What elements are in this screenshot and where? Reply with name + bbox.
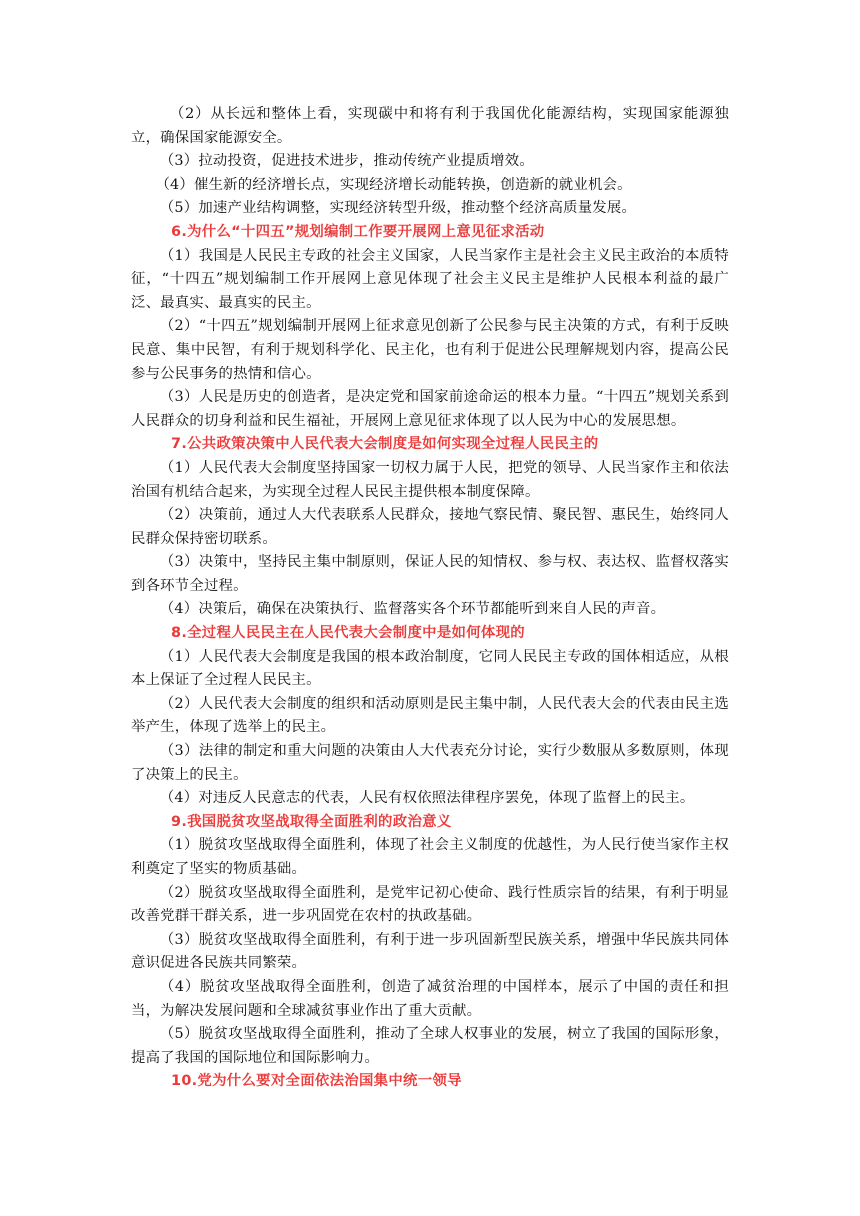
paragraph: （5）加速产业结构调整，实现经济转型升级，推动整个经济高质量发展。 bbox=[159, 200, 637, 217]
paragraph: （3）拉动投资，促进技术进步，推动传统产业提质增效。 bbox=[159, 153, 534, 170]
paragraph: （4）对违反人民意志的代表，人民有权依照法律程序罢免，体现了监督上的民主。 bbox=[159, 790, 695, 807]
document-body bbox=[131, 103, 729, 1094]
paragraph: （2）脱贫攻坚战取得全面胜利，是党牢记初心使命、践行性质宗旨的结果，有利于明显改善党群干群关系，进一步巩固党在农村的执政基础。 bbox=[131, 884, 729, 925]
paragraph: （5）脱贫攻坚战取得全面胜利，推动了全球人权事业的发展，树立了我国的国际形象，提高了我国的国际地位和国际影响力。 bbox=[131, 1026, 729, 1066]
section-heading-6: 6.为什么“十四五”规划编制工作要开展网上意见征求活动 bbox=[171, 223, 545, 240]
paragraph: （2）决策前，通过人大代表联系人民群众，接地气察民情、聚民智、惠民生，始终同人民群众保持密切联系。 bbox=[131, 507, 729, 547]
section-heading-9: 9.我国脱贫攻坚战取得全面胜利的政治意义 bbox=[171, 813, 452, 830]
section-heading-7: 7.公共政策决策中人民代表大会制度是如何实现全过程人民民主的 bbox=[171, 436, 599, 453]
paragraph: （1）我国是人民民主专政的社会主义国家，人民当家作主是社会主义民主政治的本质特征，“十四五”规划编制工作开展网上意见体现了社会主义民主是维护人民根本利益的最广泛、最真实、最真实的民主。 bbox=[131, 247, 729, 311]
paragraph: （4）决策后，确保在决策执行、监督落实各个环节都能听到来自人民的声音。 bbox=[159, 601, 666, 618]
section-heading-8: 8.全过程人民民主在人民代表大会制度中是如何体现的 bbox=[171, 625, 525, 642]
paragraph: （1）脱贫攻坚战取得全面胜利，体现了社会主义制度的优越性，为人民行使当家作主权利奠定了坚实的物质基础。 bbox=[131, 837, 729, 877]
section-heading-10: 10.党为什么要对全面依法治国集中统一领导 bbox=[171, 1073, 462, 1090]
paragraph: （4）催生新的经济增长点，实现经济增长动能转换，创造新的就业机会。 bbox=[155, 176, 632, 193]
paragraph: （3）脱贫攻坚战取得全面胜利，有利于进一步巩固新型民族关系，增强中华民族共同体意识促进各民族共同繁荣。 bbox=[131, 931, 729, 972]
paragraph: （3）人民是历史的创造者，是决定党和国家前途命运的根本力量。“十四五”规划关系到人民群众的切身利益和民生福祉，开展网上意见征求体现了以人民为中心的发展思想。 bbox=[131, 389, 729, 429]
paragraph: （1）人民代表大会制度是我国的根本政治制度，它同人民民主专政的国体相适应，从根本上保证了全过程人民民主。 bbox=[131, 648, 729, 689]
paragraph: （2）“十四五”规划编制开展网上征求意见创新了公民参与民主决策的方式，有利于反映民意、集中民智，有利于规划科学化、民主化，也有利于促进公民理解规划内容，提高公民参与公民事务的热情和信心。 bbox=[131, 318, 729, 382]
paragraph: （3）决策中，坚持民主集中制原则，保证人民的知情权、参与权、表达权、监督权落实到各环节全过程。 bbox=[131, 554, 729, 594]
paragraph: （1）人民代表大会制度坚持国家一切权力属于人民，把党的领导、人民当家作主和依法治国有机结合起来，为实现全过程人民民主提供根本制度保障。 bbox=[131, 459, 729, 500]
paragraph: （3）法律的制定和重大问题的决策由人大代表充分讨论，实行少数服从多数原则，体现了决策上的民主。 bbox=[131, 743, 729, 783]
paragraph: （4）脱贫攻坚战取得全面胜利，创造了减贫治理的中国样本，展示了中国的责任和担当，为解决发展问题和全球减贫事业作出了重大贡献。 bbox=[131, 978, 729, 1019]
paragraph: （2）人民代表大会制度的组织和活动原则是民主集中制，人民代表大会的代表由民主选举产生，体现了选举上的民主。 bbox=[131, 695, 729, 736]
paragraph: （2）从长远和整体上看，实现碳中和将有利于我国优化能源结构，实现国家能源独立，确保国家能源安全。 bbox=[131, 106, 729, 146]
